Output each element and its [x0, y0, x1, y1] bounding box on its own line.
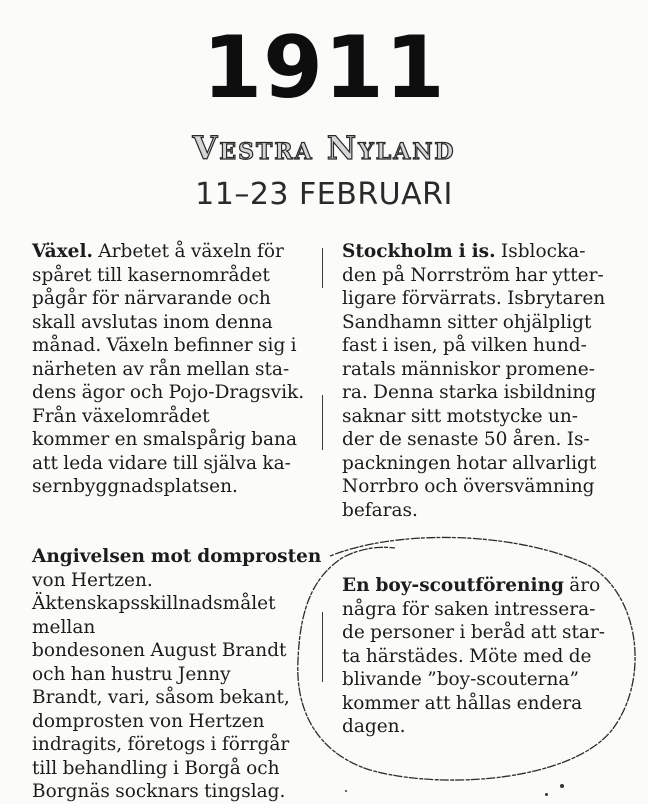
article-headline: Stockholm i is. — [342, 241, 496, 262]
article-headline: En boy-scoutförening — [342, 575, 564, 596]
print-speck — [345, 790, 347, 792]
article-body: von Hertzen. Äktenskapsskillnadsmålet mellan bondesonen August Brandt och han hustru Jenny Brandt, vari, såsom bekant, domprosten von Hertzen indragits, företogs i förrgår till behandling i Borgå och Borgnäs socknars tingslag. — [32, 569, 290, 802]
article-body: Isblocka- den på Norrström har ytter- ligare förvärrats. Isbrytaren Sandhamn sitter ohjälpligt fast i isen, på vilken hund- ratals människor promene- ra. Denna starka isbildning saknar sitt motstycke un- der de senaste 50 åren. Is- packningen hotar allvarligt Norrbro och översvämning befaras. — [342, 241, 606, 521]
article-body: Arbetet å växeln för spåret till kasernområdet pågår för närvarande och skall avslutas inom denna månad. Växeln befinner sig i närheten av rån mellan sta- dens ägor och Pojo-Dragsvik. Från växelområdet kommer en smalspårig bana att leda vidare till själva ka- sernbyggnadsplatsen. — [32, 241, 305, 497]
year-heading: 1911 — [202, 18, 446, 118]
article-body: äro några för saken intressera- de personer i beråd att star- ta härstädes. Möte med de blivande ”boy-scouterna” kommer att hållas endera dagen. — [342, 575, 606, 737]
print-speck — [560, 784, 564, 788]
article-headline: Angivelsen mot domprosten — [32, 546, 322, 567]
article-headline: Växel. — [32, 241, 93, 262]
newspaper-name: Vestra Nyland — [192, 129, 456, 167]
date-range: 11–23 FEBRUARI — [195, 177, 453, 212]
print-speck — [545, 793, 548, 796]
